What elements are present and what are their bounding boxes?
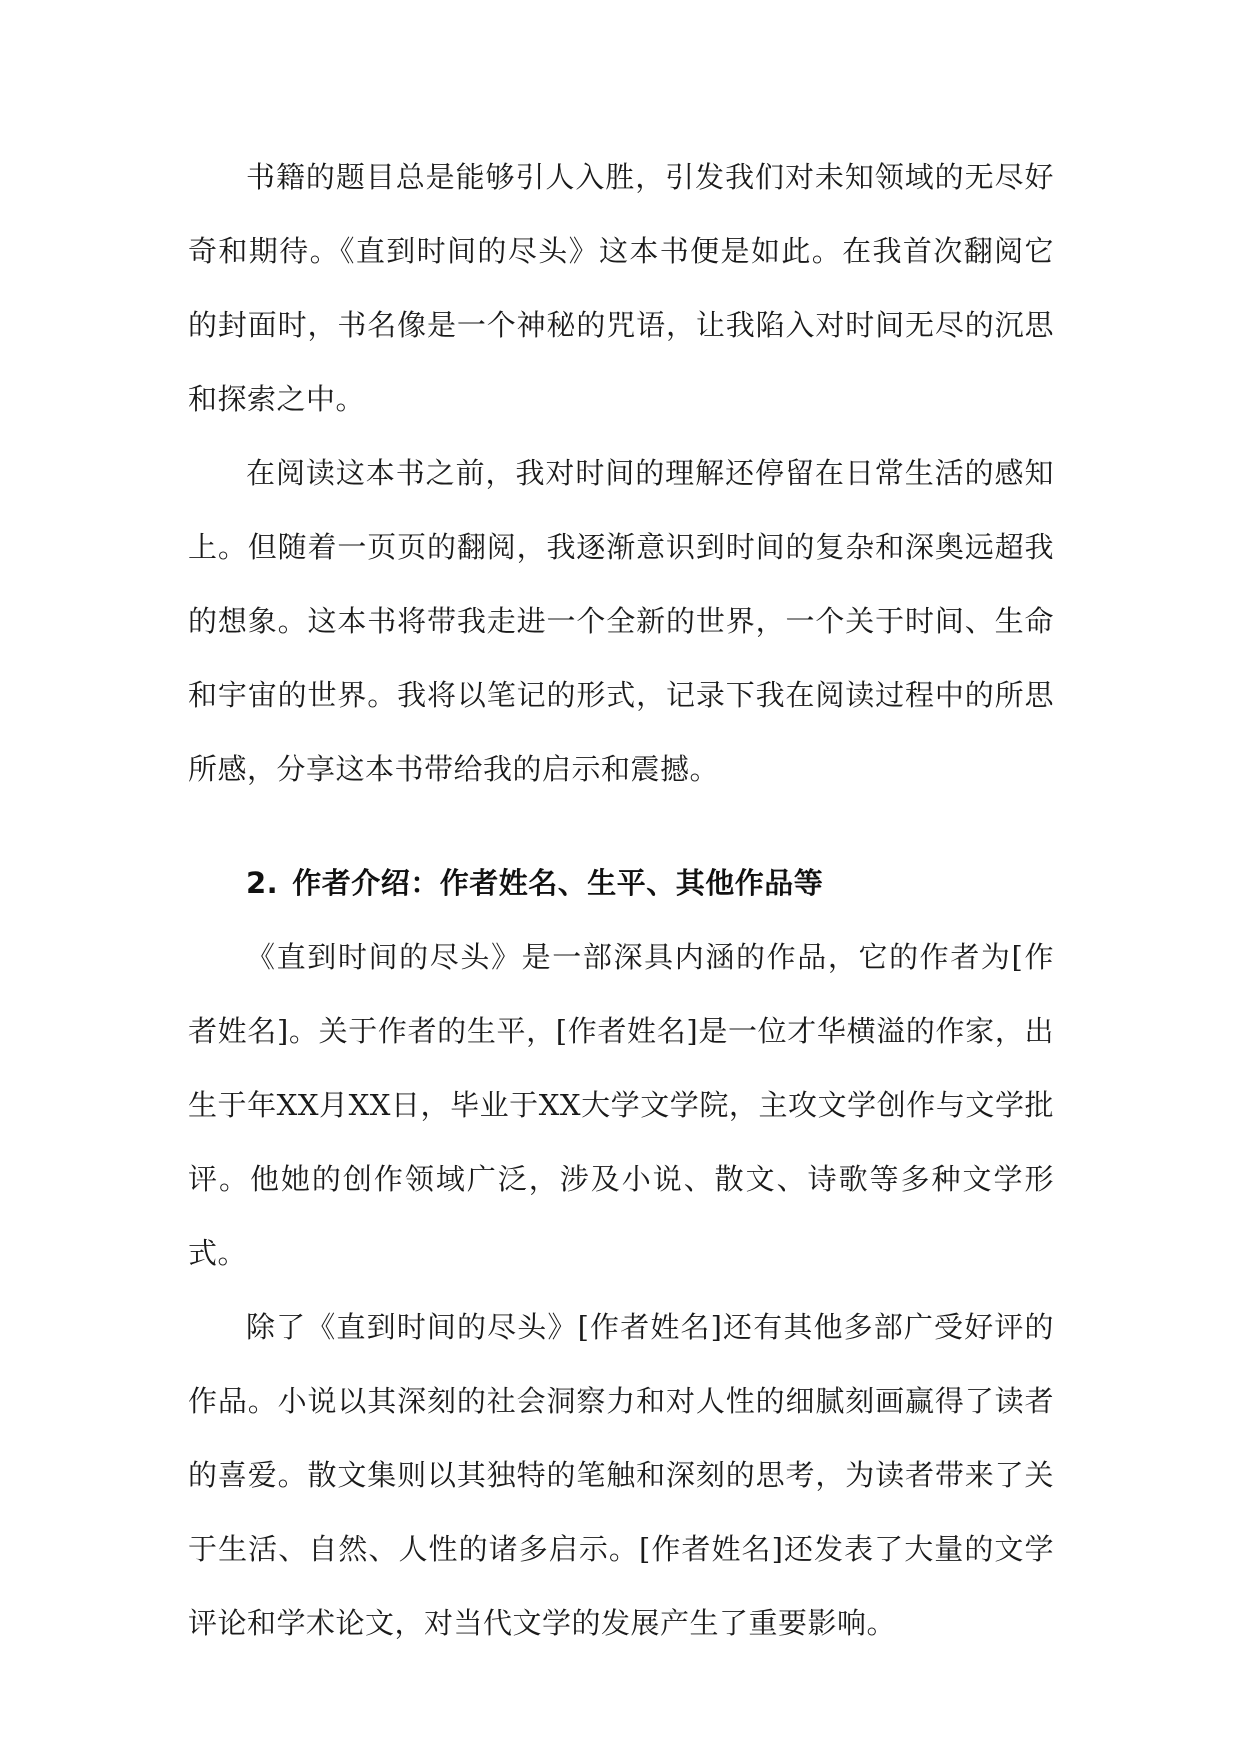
intro-paragraph-2: 在阅读这本书之前，我对时间的理解还停留在日常生活的感知上。但随着一页页的翻阅，我逐渐意识到时间的复杂和深奥远超我的想象。这本书将带我走进一个全新的世界，一个关于时间、生命和宇宙的世界。我将以笔记的形式，记录下我在阅读过程中的所思所感，分享这本书带给我的启示和震撼。 — [188, 456, 1054, 786]
section-title: 作者介绍：作者姓名、生平、其他作品等 — [292, 866, 824, 900]
section-number: 2. — [246, 866, 279, 900]
section-heading — [188, 846, 1054, 920]
author-paragraph-1: 《直到时间的尽头》是一部深具内涵的作品，它的作者为[作者姓名]。关于作者的生平，[作者姓名]是一位才华横溢的作家，出生于年XX月XX日，毕业于XX大学文学院，主攻文学创作与文学批评。他她的创作领域广泛，涉及小说、散文、诗歌等多种文学形式。 — [188, 940, 1054, 1270]
intro-paragraph-1: 书籍的题目总是能够引人入胜，引发我们对未知领域的无尽好奇和期待。《直到时间的尽头》这本书便是如此。在我首次翻阅它的封面时，书名像是一个神秘的咒语，让我陷入对时间无尽的沉思和探索之中。 — [188, 160, 1054, 416]
document-body — [188, 140, 1054, 1660]
author-paragraph-2: 除了《直到时间的尽头》[作者姓名]还有其他多部广受好评的作品。小说以其深刻的社会洞察力和对人性的细腻刻画赢得了读者的喜爱。散文集则以其独特的笔触和深刻的思考，为读者带来了关于生活、自然、人性的诸多启示。[作者姓名]还发表了大量的文学评论和学术论文，对当代文学的发展产生了重要影响。 — [188, 1310, 1054, 1640]
